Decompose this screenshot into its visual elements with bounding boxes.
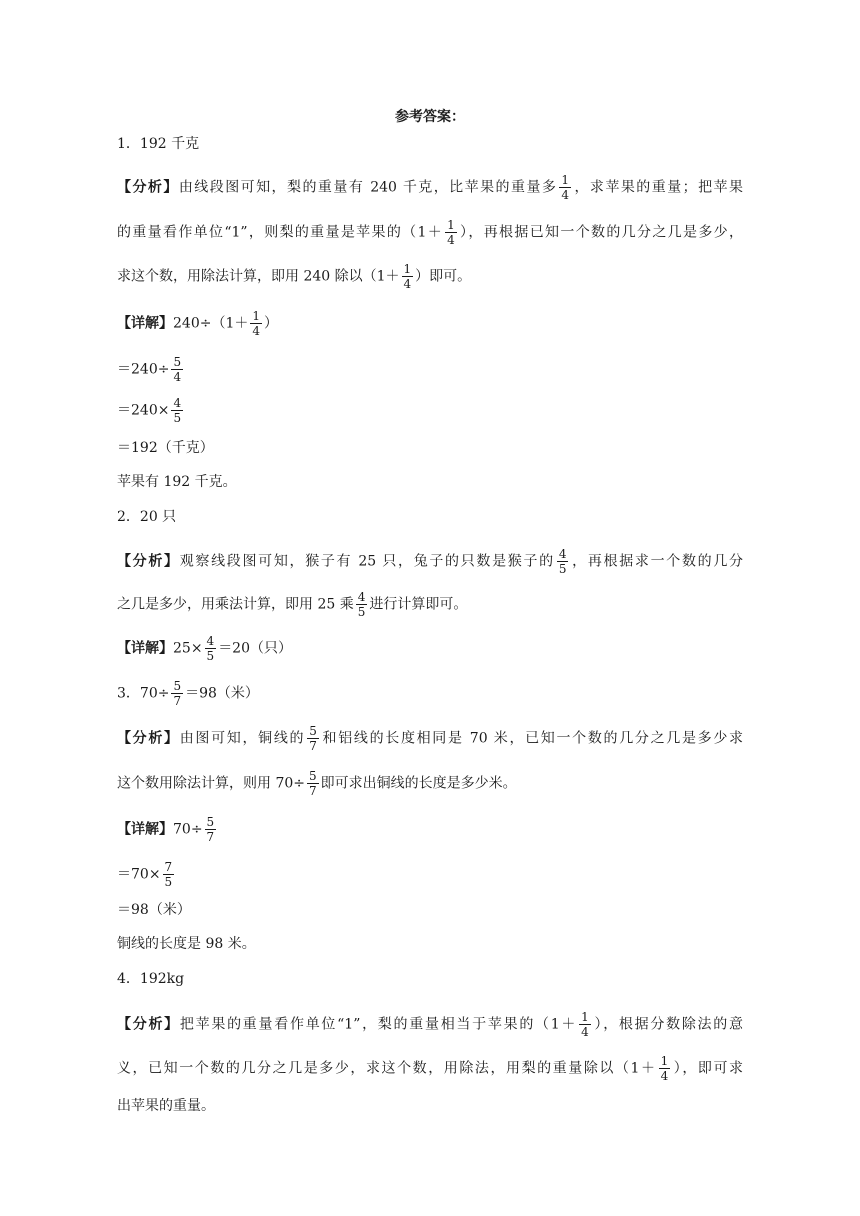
fraction: $\frac{4}{5}$ [558,547,567,576]
fraction: $\frac{1}{4}$ [252,309,260,338]
analysis-tag: 【分析】 [117,1016,180,1033]
fraction: $\frac{7}{5}$ [164,860,173,889]
detail-tag: 【详解】 [117,640,173,657]
q4-analysis-line-1: 【分析】把苹果的重量看作单位“1”，梨的重量相当于苹果的（1＋ $\frac{1}{4}$ ），根据分数除法的意 [117,1010,744,1039]
fraction: $\frac{4}{5}$ [173,396,182,425]
q1-answer: 1．192 千克 [117,136,200,152]
analysis-tag: 【分析】 [117,179,179,196]
fraction: $\frac{1}{4}$ [447,218,455,247]
q1-detail-line-2: ＝240÷ $\frac{5}{4}$ [117,355,182,384]
fraction: $\frac{1}{4}$ [581,1010,589,1039]
fraction: $\frac{5}{7}$ [309,724,317,753]
fraction: $\frac{4}{5}$ [206,634,215,663]
q1-analysis-line-2: 的重量看作单位“1”，则梨的重量是苹果的（1＋ $\frac{1}{4}$ ），再根据已知一个数的几分之几是多少， [117,218,743,247]
page-title: 参考答案： [395,109,465,125]
q1-conclusion: 苹果有 192 千克。 [117,474,237,490]
q4-analysis-line-2: 义，已知一个数的几分之几是多少，求这个数，用除法，用梨的重量除以（1＋ $\frac{1}{4}$ ），即可求 [117,1054,744,1083]
q1-detail-line-1: 【详解】240÷（1＋ $\frac{1}{4}$ ） [117,309,278,338]
q4-answer: 4．192kg [117,971,185,987]
detail-tag: 【详解】 [117,821,173,838]
fraction: $\frac{5}{7}$ [309,769,317,798]
q1-detail-line-4: ＝192（千克） [117,440,214,456]
q3-analysis-line-1: 【分析】由图可知，铜线的 $\frac{5}{7}$ 和铝线的长度相同是 70 米，已知一个数的几分之几是多少求 [117,724,744,753]
q3-analysis-line-2: 这个数用除法计算，则用 70÷ $\frac{5}{7}$ 即可求出铜线的长度是多少米。 [117,769,517,798]
fraction: $\frac{1}{4}$ [561,173,570,202]
analysis-tag: 【分析】 [117,730,180,747]
fraction: $\frac{1}{4}$ [403,262,412,291]
q2-analysis-line-1: 【分析】观察线段图可知，猴子有 25 只，兔子的只数是猴子的 $\frac{4}{5}$ ，再根据求一个数的几分 [117,547,743,576]
fraction: $\frac{1}{4}$ [660,1054,669,1083]
analysis-tag: 【分析】 [117,553,180,570]
q2-answer: 2．20 只 [117,509,177,525]
q1-analysis-line-3: 求这个数，用除法计算，即用 240 除以（1＋ $\frac{1}{4}$ ）即可。 [117,262,472,291]
q2-analysis-line-2: 之几是多少，用乘法计算，即用 25 乘 $\frac{4}{5}$ 进行计算即可。 [117,590,468,619]
q3-detail-line-2: ＝70× $\frac{7}{5}$ [117,860,173,889]
q3-detail-line-3: ＝98（米） [117,902,191,918]
q4-analysis-line-3: 出苹果的重量。 [117,1098,215,1114]
fraction: $\frac{4}{5}$ [357,590,366,619]
fraction: $\frac{5}{4}$ [173,355,182,384]
q3-answer: 3．70÷ $\frac{5}{7}$ ＝98（米） [117,679,259,708]
q2-detail-line-1: 【详解】25× $\frac{4}{5}$ ＝20（只） [117,634,293,663]
fraction: $\frac{5}{7}$ [206,815,215,844]
q3-conclusion: 铜线的长度是 98 米。 [117,936,256,952]
detail-tag: 【详解】 [117,315,173,332]
q3-detail-line-1: 【详解】70÷ $\frac{5}{7}$ [117,815,215,844]
q1-detail-line-3: ＝240× $\frac{4}{5}$ [117,396,182,425]
fraction: $\frac{5}{7}$ [173,679,182,708]
q1-analysis-line-1: 【分析】由线段图可知，梨的重量有 240 千克，比苹果的重量多 $\frac{1}{4}$ ，求苹果的重量；把苹果 [117,173,744,202]
